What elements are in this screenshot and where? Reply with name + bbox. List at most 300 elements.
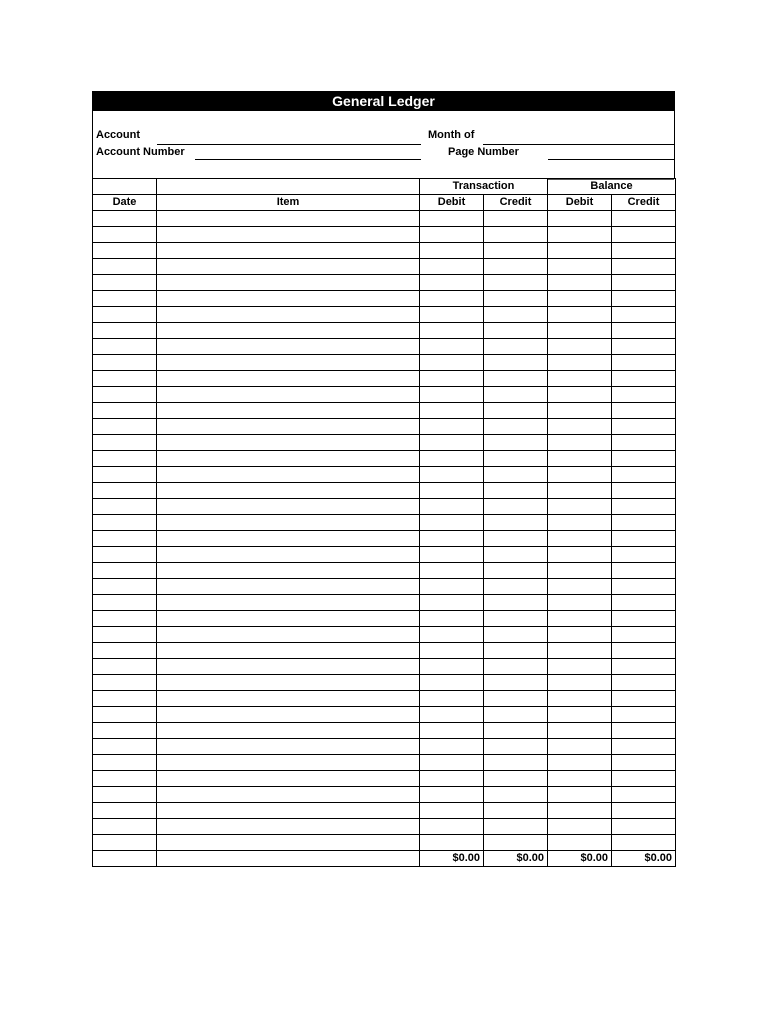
balance-debit-cell[interactable] — [548, 611, 612, 627]
item-cell[interactable] — [157, 547, 420, 563]
date-cell[interactable] — [93, 419, 157, 435]
ledger-row — [93, 355, 676, 371]
transaction-credit-cell[interactable] — [484, 307, 548, 323]
page-title: General Ledger — [92, 91, 675, 111]
item-cell[interactable] — [157, 691, 420, 707]
date-cell[interactable] — [93, 227, 157, 243]
ledger-row — [93, 675, 676, 691]
balance-debit-cell[interactable] — [548, 355, 612, 371]
date-cell[interactable] — [93, 691, 157, 707]
transaction-debit-cell[interactable] — [420, 771, 484, 787]
balance-debit-cell[interactable] — [548, 787, 612, 803]
item-cell[interactable] — [157, 531, 420, 547]
transaction-debit-cell[interactable] — [420, 515, 484, 531]
transaction-debit-cell[interactable] — [420, 675, 484, 691]
item-cell[interactable] — [157, 499, 420, 515]
date-cell[interactable] — [93, 675, 157, 691]
balance-credit-cell[interactable] — [612, 739, 676, 755]
item-cell[interactable] — [157, 627, 420, 643]
date-cell[interactable] — [93, 483, 157, 499]
balance-credit-cell[interactable] — [612, 291, 676, 307]
balance-credit-cell[interactable] — [612, 659, 676, 675]
ledger-row — [93, 723, 676, 739]
transaction-credit-cell[interactable] — [484, 723, 548, 739]
date-cell[interactable] — [93, 403, 157, 419]
transaction-credit-cell[interactable] — [484, 355, 548, 371]
transaction-credit-cell[interactable] — [484, 243, 548, 259]
balance-debit-cell[interactable] — [548, 803, 612, 819]
item-cell[interactable] — [157, 707, 420, 723]
balance-credit-cell[interactable] — [612, 611, 676, 627]
transaction-debit-cell[interactable] — [420, 659, 484, 675]
transaction-debit-cell[interactable] — [420, 819, 484, 835]
date-cell[interactable] — [93, 307, 157, 323]
account-field[interactable] — [157, 144, 421, 145]
transaction-debit-cell[interactable] — [420, 643, 484, 659]
balance-credit-cell[interactable] — [612, 531, 676, 547]
transaction-credit-total: $0.00 — [484, 851, 548, 867]
transaction-credit-cell[interactable] — [484, 563, 548, 579]
balance-credit-cell[interactable] — [612, 387, 676, 403]
item-cell[interactable] — [157, 435, 420, 451]
date-cell[interactable] — [93, 531, 157, 547]
transaction-debit-cell[interactable] — [420, 707, 484, 723]
balance-credit-cell[interactable] — [612, 211, 676, 227]
balance-credit-cell[interactable] — [612, 771, 676, 787]
transaction-credit-cell[interactable] — [484, 259, 548, 275]
item-cell[interactable] — [157, 835, 420, 851]
transaction-credit-cell[interactable] — [484, 323, 548, 339]
transaction-credit-cell[interactable] — [484, 595, 548, 611]
ledger-row — [93, 835, 676, 851]
date-cell[interactable] — [93, 371, 157, 387]
transaction-credit-cell[interactable] — [484, 387, 548, 403]
item-header: Item — [157, 195, 420, 211]
balance-credit-cell[interactable] — [612, 403, 676, 419]
balance-debit-cell[interactable] — [548, 819, 612, 835]
transaction-debit-cell[interactable] — [420, 755, 484, 771]
balance-credit-cell[interactable] — [612, 627, 676, 643]
date-cell[interactable] — [93, 259, 157, 275]
account-label: Account — [96, 129, 140, 141]
balance-header: Balance — [548, 179, 676, 195]
transaction-debit-cell[interactable] — [420, 467, 484, 483]
ledger-row — [93, 387, 676, 403]
item-cell[interactable] — [157, 579, 420, 595]
transaction-credit-cell[interactable] — [484, 403, 548, 419]
item-cell[interactable] — [157, 291, 420, 307]
balance-credit-cell[interactable] — [612, 819, 676, 835]
balance-credit-cell[interactable] — [612, 435, 676, 451]
transaction-debit-cell[interactable] — [420, 563, 484, 579]
balance-credit-cell[interactable] — [612, 723, 676, 739]
balance-credit-cell[interactable] — [612, 803, 676, 819]
ledger-row — [93, 739, 676, 755]
ledger-row — [93, 771, 676, 787]
balance-credit-cell[interactable] — [612, 675, 676, 691]
date-cell[interactable] — [93, 243, 157, 259]
balance-credit-cell[interactable] — [612, 467, 676, 483]
balance-credit-cell[interactable] — [612, 643, 676, 659]
transaction-debit-cell[interactable] — [420, 339, 484, 355]
date-cell[interactable] — [93, 707, 157, 723]
totals-item-cell[interactable] — [157, 851, 420, 867]
balance-credit-cell[interactable] — [612, 595, 676, 611]
date-cell[interactable] — [93, 787, 157, 803]
item-cell[interactable] — [157, 755, 420, 771]
balance-credit-cell[interactable] — [612, 355, 676, 371]
balance-debit-cell[interactable] — [548, 499, 612, 515]
item-cell[interactable] — [157, 339, 420, 355]
date-cell[interactable] — [93, 451, 157, 467]
balance-credit-cell[interactable] — [612, 419, 676, 435]
date-cell[interactable] — [93, 323, 157, 339]
item-cell[interactable] — [157, 403, 420, 419]
balance-debit-cell[interactable] — [548, 387, 612, 403]
transaction-debit-cell[interactable] — [420, 611, 484, 627]
transaction-credit-cell[interactable] — [484, 467, 548, 483]
balance-debit-cell[interactable] — [548, 579, 612, 595]
date-cell[interactable] — [93, 291, 157, 307]
ledger-row — [93, 483, 676, 499]
item-cell[interactable] — [157, 675, 420, 691]
transaction-credit-cell[interactable] — [484, 291, 548, 307]
transaction-credit-cell[interactable] — [484, 627, 548, 643]
transaction-credit-cell[interactable] — [484, 643, 548, 659]
ledger-row — [93, 755, 676, 771]
item-cell[interactable] — [157, 259, 420, 275]
date-cell[interactable] — [93, 803, 157, 819]
transaction-credit-cell[interactable] — [484, 211, 548, 227]
transaction-debit-cell[interactable] — [420, 691, 484, 707]
ledger-row — [93, 803, 676, 819]
balance-debit-cell[interactable] — [548, 691, 612, 707]
transaction-credit-cell[interactable] — [484, 819, 548, 835]
transaction-debit-cell[interactable] — [420, 211, 484, 227]
transaction-debit-cell[interactable] — [420, 787, 484, 803]
ledger-row — [93, 707, 676, 723]
transaction-debit-header: Debit — [420, 195, 484, 211]
ledger-row — [93, 403, 676, 419]
ledger-row — [93, 259, 676, 275]
transaction-credit-header: Credit — [484, 195, 548, 211]
item-cell[interactable] — [157, 819, 420, 835]
balance-debit-cell[interactable] — [548, 563, 612, 579]
item-cell[interactable] — [157, 243, 420, 259]
date-cell[interactable] — [93, 611, 157, 627]
date-cell[interactable] — [93, 643, 157, 659]
item-cell[interactable] — [157, 387, 420, 403]
transaction-debit-cell[interactable] — [420, 499, 484, 515]
balance-credit-cell[interactable] — [612, 339, 676, 355]
group-header-row — [93, 179, 676, 195]
transaction-debit-cell[interactable] — [420, 627, 484, 643]
item-cell[interactable] — [157, 771, 420, 787]
ledger-body — [93, 211, 676, 851]
balance-debit-cell[interactable] — [548, 659, 612, 675]
transaction-debit-cell[interactable] — [420, 371, 484, 387]
transaction-header: Transaction — [420, 179, 548, 195]
balance-credit-cell[interactable] — [612, 259, 676, 275]
balance-debit-cell[interactable] — [548, 595, 612, 611]
transaction-credit-cell[interactable] — [484, 515, 548, 531]
balance-debit-cell[interactable] — [548, 467, 612, 483]
transaction-debit-cell[interactable] — [420, 275, 484, 291]
transaction-credit-cell[interactable] — [484, 611, 548, 627]
ledger-row — [93, 307, 676, 323]
balance-debit-cell[interactable] — [548, 307, 612, 323]
item-cell[interactable] — [157, 371, 420, 387]
ledger-row — [93, 563, 676, 579]
transaction-credit-cell[interactable] — [484, 451, 548, 467]
date-cell[interactable] — [93, 467, 157, 483]
transaction-debit-cell[interactable] — [420, 355, 484, 371]
ledger-row — [93, 291, 676, 307]
ledger-row — [93, 467, 676, 483]
transaction-debit-total: $0.00 — [420, 851, 484, 867]
balance-credit-cell[interactable] — [612, 371, 676, 387]
item-cell[interactable] — [157, 323, 420, 339]
item-cell[interactable] — [157, 803, 420, 819]
ledger-row — [93, 659, 676, 675]
date-cell[interactable] — [93, 563, 157, 579]
date-cell[interactable] — [93, 835, 157, 851]
item-cell[interactable] — [157, 723, 420, 739]
account-number-field[interactable] — [195, 159, 421, 160]
month-of-label: Month of — [428, 129, 475, 141]
balance-debit-cell[interactable] — [548, 275, 612, 291]
date-cell[interactable] — [93, 659, 157, 675]
balance-credit-cell[interactable] — [612, 835, 676, 851]
item-cell[interactable] — [157, 467, 420, 483]
balance-credit-header: Credit — [612, 195, 676, 211]
item-cell[interactable] — [157, 643, 420, 659]
balance-debit-cell[interactable] — [548, 547, 612, 563]
transaction-debit-cell[interactable] — [420, 451, 484, 467]
transaction-credit-cell[interactable] — [484, 803, 548, 819]
balance-debit-cell[interactable] — [548, 643, 612, 659]
transaction-credit-cell[interactable] — [484, 579, 548, 595]
balance-debit-cell[interactable] — [548, 515, 612, 531]
ledger-row — [93, 819, 676, 835]
date-cell[interactable] — [93, 355, 157, 371]
group-header-spacer — [93, 179, 157, 195]
transaction-credit-cell[interactable] — [484, 531, 548, 547]
ledger-row — [93, 515, 676, 531]
date-cell[interactable] — [93, 387, 157, 403]
balance-credit-cell[interactable] — [612, 579, 676, 595]
date-cell[interactable] — [93, 499, 157, 515]
ledger-row — [93, 787, 676, 803]
transaction-debit-cell[interactable] — [420, 259, 484, 275]
date-cell[interactable] — [93, 435, 157, 451]
item-cell[interactable] — [157, 611, 420, 627]
balance-debit-cell[interactable] — [548, 723, 612, 739]
date-cell[interactable] — [93, 771, 157, 787]
ledger-row — [93, 499, 676, 515]
balance-credit-cell[interactable] — [612, 307, 676, 323]
balance-debit-cell[interactable] — [548, 739, 612, 755]
totals-row — [93, 851, 676, 867]
balance-debit-cell[interactable] — [548, 835, 612, 851]
date-header: Date — [93, 195, 157, 211]
transaction-credit-cell[interactable] — [484, 707, 548, 723]
date-cell[interactable] — [93, 755, 157, 771]
item-cell[interactable] — [157, 515, 420, 531]
balance-credit-cell[interactable] — [612, 243, 676, 259]
item-cell[interactable] — [157, 451, 420, 467]
balance-credit-cell[interactable] — [612, 755, 676, 771]
transaction-debit-cell[interactable] — [420, 323, 484, 339]
transaction-credit-cell[interactable] — [484, 835, 548, 851]
transaction-credit-cell[interactable] — [484, 275, 548, 291]
ledger-sheet — [92, 91, 675, 886]
balance-debit-total: $0.00 — [548, 851, 612, 867]
ledger-row — [93, 227, 676, 243]
transaction-debit-cell[interactable] — [420, 403, 484, 419]
ledger-table — [92, 178, 676, 867]
balance-credit-cell[interactable] — [612, 547, 676, 563]
ledger-row — [93, 691, 676, 707]
transaction-credit-cell[interactable] — [484, 371, 548, 387]
item-cell[interactable] — [157, 211, 420, 227]
ledger-header-form — [92, 111, 675, 179]
transaction-credit-cell[interactable] — [484, 739, 548, 755]
transaction-debit-cell[interactable] — [420, 723, 484, 739]
item-cell[interactable] — [157, 275, 420, 291]
transaction-debit-cell[interactable] — [420, 483, 484, 499]
date-cell[interactable] — [93, 627, 157, 643]
transaction-credit-cell[interactable] — [484, 659, 548, 675]
transaction-debit-cell[interactable] — [420, 531, 484, 547]
balance-credit-cell[interactable] — [612, 227, 676, 243]
transaction-credit-cell[interactable] — [484, 755, 548, 771]
transaction-debit-cell[interactable] — [420, 595, 484, 611]
transaction-debit-cell[interactable] — [420, 435, 484, 451]
date-cell[interactable] — [93, 739, 157, 755]
transaction-credit-cell[interactable] — [484, 435, 548, 451]
ledger-row — [93, 339, 676, 355]
month-of-field[interactable] — [483, 144, 674, 145]
transaction-debit-cell[interactable] — [420, 307, 484, 323]
balance-credit-cell[interactable] — [612, 499, 676, 515]
item-cell[interactable] — [157, 227, 420, 243]
transaction-credit-cell[interactable] — [484, 691, 548, 707]
balance-debit-cell[interactable] — [548, 227, 612, 243]
ledger-row — [93, 243, 676, 259]
balance-debit-cell[interactable] — [548, 243, 612, 259]
balance-credit-cell[interactable] — [612, 787, 676, 803]
balance-debit-cell[interactable] — [548, 259, 612, 275]
balance-debit-cell[interactable] — [548, 403, 612, 419]
balance-credit-cell[interactable] — [612, 483, 676, 499]
date-cell[interactable] — [93, 211, 157, 227]
balance-credit-cell[interactable] — [612, 323, 676, 339]
transaction-debit-cell[interactable] — [420, 243, 484, 259]
account-number-label: Account Number — [96, 146, 185, 158]
transaction-debit-cell[interactable] — [420, 579, 484, 595]
group-header-spacer — [157, 179, 420, 195]
date-cell[interactable] — [93, 515, 157, 531]
transaction-credit-cell[interactable] — [484, 499, 548, 515]
balance-credit-cell[interactable] — [612, 515, 676, 531]
balance-credit-total: $0.00 — [612, 851, 676, 867]
transaction-debit-cell[interactable] — [420, 739, 484, 755]
balance-debit-cell[interactable] — [548, 771, 612, 787]
balance-debit-cell[interactable] — [548, 627, 612, 643]
transaction-debit-cell[interactable] — [420, 227, 484, 243]
item-cell[interactable] — [157, 659, 420, 675]
balance-credit-cell[interactable] — [612, 707, 676, 723]
date-cell[interactable] — [93, 547, 157, 563]
balance-debit-cell[interactable] — [548, 531, 612, 547]
balance-debit-cell[interactable] — [548, 371, 612, 387]
transaction-debit-cell[interactable] — [420, 547, 484, 563]
date-cell[interactable] — [93, 275, 157, 291]
transaction-credit-cell[interactable] — [484, 419, 548, 435]
ledger-row — [93, 547, 676, 563]
transaction-credit-cell[interactable] — [484, 771, 548, 787]
date-cell[interactable] — [93, 339, 157, 355]
transaction-credit-cell[interactable] — [484, 675, 548, 691]
balance-debit-cell[interactable] — [548, 755, 612, 771]
transaction-credit-cell[interactable] — [484, 339, 548, 355]
ledger-row — [93, 451, 676, 467]
date-cell[interactable] — [93, 579, 157, 595]
transaction-debit-cell[interactable] — [420, 803, 484, 819]
balance-debit-cell[interactable] — [548, 435, 612, 451]
balance-credit-cell[interactable] — [612, 691, 676, 707]
balance-debit-cell[interactable] — [548, 483, 612, 499]
column-header-row — [93, 195, 676, 211]
transaction-credit-cell[interactable] — [484, 227, 548, 243]
balance-credit-cell[interactable] — [612, 451, 676, 467]
balance-debit-cell[interactable] — [548, 291, 612, 307]
totals-date-cell[interactable] — [93, 851, 157, 867]
transaction-debit-cell[interactable] — [420, 291, 484, 307]
balance-debit-cell[interactable] — [548, 339, 612, 355]
item-cell[interactable] — [157, 483, 420, 499]
balance-debit-cell[interactable] — [548, 323, 612, 339]
item-cell[interactable] — [157, 355, 420, 371]
date-cell[interactable] — [93, 819, 157, 835]
ledger-row — [93, 595, 676, 611]
transaction-credit-cell[interactable] — [484, 787, 548, 803]
item-cell[interactable] — [157, 563, 420, 579]
page-number-field[interactable] — [548, 159, 674, 160]
balance-debit-cell[interactable] — [548, 451, 612, 467]
item-cell[interactable] — [157, 787, 420, 803]
transaction-debit-cell[interactable] — [420, 835, 484, 851]
item-cell[interactable] — [157, 419, 420, 435]
item-cell[interactable] — [157, 739, 420, 755]
balance-debit-cell[interactable] — [548, 707, 612, 723]
item-cell[interactable] — [157, 595, 420, 611]
transaction-debit-cell[interactable] — [420, 419, 484, 435]
balance-debit-cell[interactable] — [548, 675, 612, 691]
date-cell[interactable] — [93, 723, 157, 739]
ledger-row — [93, 371, 676, 387]
date-cell[interactable] — [93, 595, 157, 611]
item-cell[interactable] — [157, 307, 420, 323]
transaction-credit-cell[interactable] — [484, 483, 548, 499]
balance-credit-cell[interactable] — [612, 275, 676, 291]
balance-debit-cell[interactable] — [548, 211, 612, 227]
transaction-debit-cell[interactable] — [420, 387, 484, 403]
balance-debit-cell[interactable] — [548, 419, 612, 435]
balance-credit-cell[interactable] — [612, 563, 676, 579]
transaction-credit-cell[interactable] — [484, 547, 548, 563]
